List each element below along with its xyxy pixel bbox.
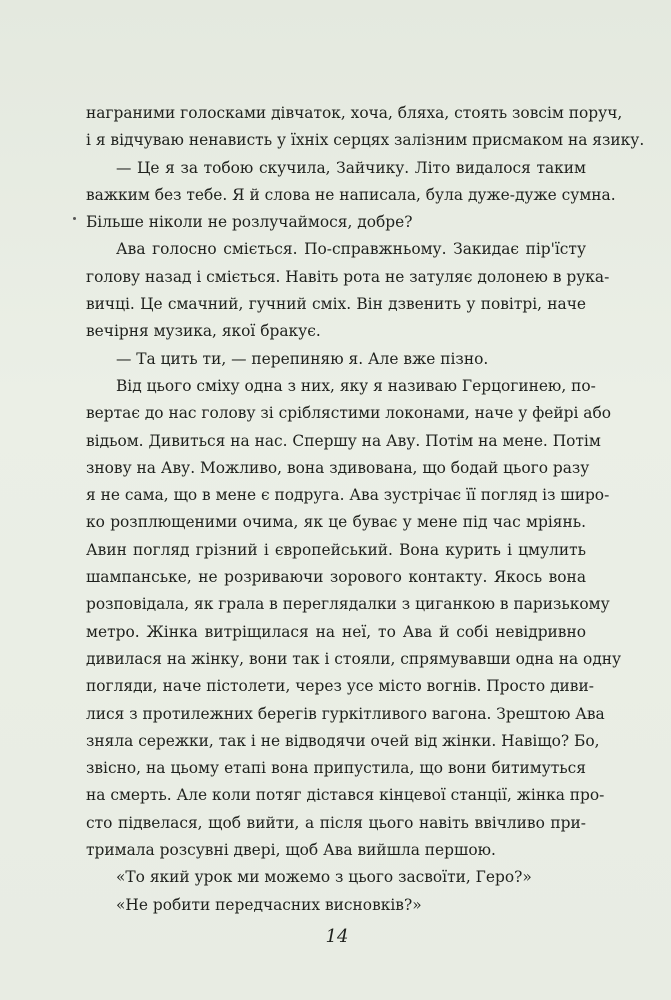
text-line: тримала розсувні двері, щоб Ава вийшла першою. <box>86 841 496 860</box>
text-line: Ава голосно сміється. По-справжньому. Закидає пір'їсту <box>116 240 586 259</box>
text-line: Авин погляд грізний і європейський. Вона курить і цмулить <box>86 540 586 559</box>
text-line: «Не робити передчасних висновків?» <box>116 895 422 914</box>
text-line: шампанське, не розриваючи зорового контакту. Якось вона <box>86 568 586 587</box>
text-line: голову назад і сміється. Навіть рота не затуляє долонею в рука- <box>86 267 610 286</box>
text-line: звісно, на цьому етапі вона припустила, що вони битимуться <box>86 759 586 778</box>
body-text <box>86 100 645 919</box>
text-line: зняла сережки, так і не відводячи очей від жінки. Навіщо? Бо, <box>86 731 600 750</box>
text-line: Від цього сміху одна з них, яку я називаю Герцогинею, по- <box>116 376 596 395</box>
text-line: — Це я за тобою скучила, Зайчику. Літо видалося таким <box>116 158 586 177</box>
text-line: знову на Аву. Можливо, вона здивована, що бодай цього разу <box>86 458 590 477</box>
text-line: метро. Жінка витріщилася на неї, то Ава й собі невідривно <box>86 622 586 641</box>
text-line: ко розплющеними очима, як це буває у мене під час мріянь. <box>86 513 586 532</box>
text-line: розповідала, як грала в переглядалки з циганкою в паризькому <box>86 595 610 614</box>
text-line: сто підвелася, щоб вийти, а після цього навіть ввічливо при- <box>86 813 586 832</box>
text-line: вичці. Це смачний, гучний сміх. Він дзвенить у повітрі, наче <box>86 295 586 314</box>
text-line: награними голосками дівчаток, хоча, бляха, стоять зовсім поруч, <box>86 104 623 122</box>
text-line: важким без тебе. Я й слова не написала, була дуже-дуже сумна. <box>86 185 616 204</box>
text-line: дивилася на жінку, вони так і стояли, спрямувавши одна на одну <box>86 649 622 668</box>
text-line: погляди, наче пістолети, через усе місто вогнів. Просто диви- <box>86 677 594 696</box>
text-line: я не сама, що в мене є подруга. Ава зустрічає її погляд із широ- <box>86 486 610 505</box>
text-line: Більше ніколи не розлучаймося, добре? <box>86 213 413 232</box>
ink-speck <box>73 217 76 220</box>
text-line: «То який урок ми можемо з цього засвоїти, Геро?» <box>116 868 532 887</box>
text-line: і я відчуваю ненависть у їхніх серцях залізним присмаком на язику. <box>86 131 645 150</box>
text-line: на смерть. Але коли потяг дістався кінцевої станції, жінка про- <box>86 786 605 805</box>
text-line: — Та цить ти, — перепиняю я. Але вже пізно. <box>116 349 489 368</box>
text-line: вечірня музика, якої бракує. <box>86 322 321 341</box>
text-line: вертає до нас голову зі сріблястими локонами, наче у фейрі або <box>86 404 611 423</box>
text-line: відьом. Дивиться на нас. Спершу на Аву. Потім на мене. Потім <box>86 431 601 450</box>
page-number: 14 <box>325 926 349 947</box>
text-line: лися з протилежних берегів гуркітливого вагона. Зрештою Ава <box>86 704 605 723</box>
